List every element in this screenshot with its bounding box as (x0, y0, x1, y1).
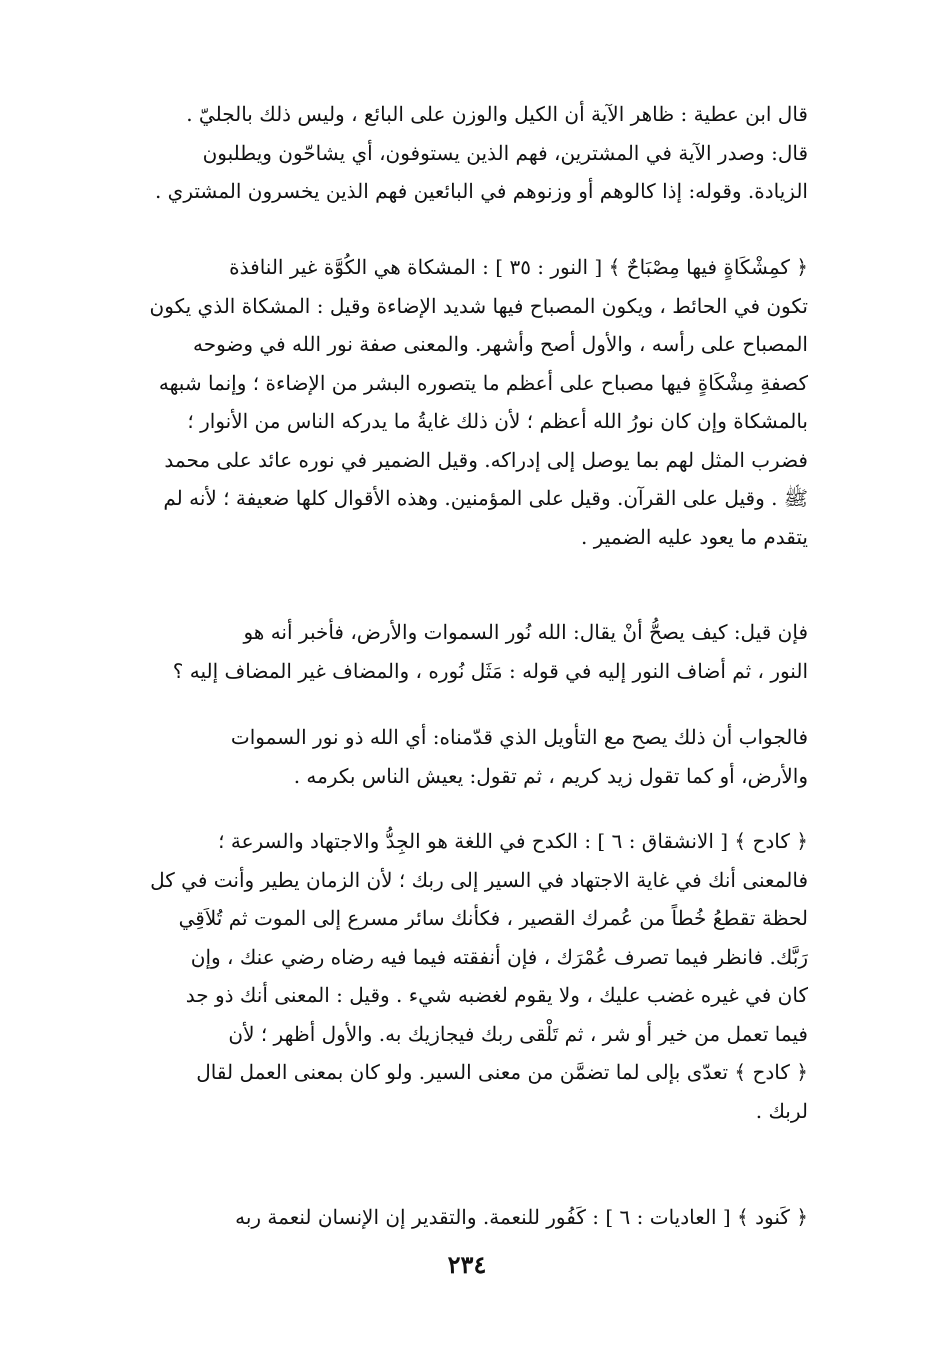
paragraph-text (122, 1198, 808, 1237)
text-line: فضرب المثل لهم بما يوصل إلى إدراكه. وقيل الضمير في نوره عائد على محمد (164, 447, 808, 472)
paragraph-question (122, 613, 808, 690)
text-line: فالمعنى أنك في غاية الاجتهاد في السير إلى ربك ؛ لأن الزمان يطير وأنت في كل (150, 867, 808, 892)
paragraph-text (122, 718, 808, 795)
text-line: قال ابن عطية : ظاهر الآية أن الكيل والوزن على البائع ، وليس ذلك بالجليّ . (186, 102, 808, 126)
paragraph-kadih (122, 822, 808, 1130)
paragraph-kanud (122, 1198, 808, 1237)
text-line: كان في غيره غضب عليك ، ولا يقوم لغضبه شيء . وقيل : المعنى أنك ذو جد (185, 983, 808, 1007)
text-line: ﴿ كمِشْكَاةٍ فيها مِصْبَاحٌ ﴾ [ النور : ٣٥ ] : المشكاة هي الكُوَّة غير النافذة (229, 255, 808, 279)
paragraph-text (122, 822, 808, 1130)
paragraph-answer (122, 718, 808, 795)
text-line: ﷺ . وقيل على القرآن. وقيل على المؤمنين. وهذه الأقوال كلها ضعيفة ؛ لأنه لم (163, 486, 808, 510)
text-line: والأرض، أو كما تقول زيد كريم ، ثم تقول: يعيش الناس بكرمه . (293, 763, 808, 788)
text-line: الزيادة. وقوله: إذا كالوهم أو وزنوهم في البائعين فهم الذين يخسرون المشتري . (154, 179, 808, 203)
paragraph-text (122, 95, 808, 211)
text-line: النور ، ثم أضاف النور إليه في قوله : مَثَل نُوره ، والمضاف غير المضاف إليه ؟ (172, 658, 808, 683)
text-line: بالمشكاة وإن كان نورُ الله أعظم ؛ لأن ذلك غايةُ ما يدركه الناس من الأنوار ؛ (187, 409, 808, 433)
text-line: تكون في الحائط ، ويكون المصباح فيها شديد الإضاءة وقيل : المشكاة الذي يكون (149, 293, 808, 318)
text-line: فيما تعمل من خير أو شر ، ثم تَلْقى ربك فيجازيك به. والأول أظهر ؛ لأن (228, 1021, 808, 1046)
text-line: يتقدم ما يعود عليه الضمير . (581, 524, 808, 549)
paragraph-text (122, 613, 808, 690)
text-line: كصفةِ مِشْكَاةٍ فيها مصباح على أعظم ما يتصوره البشر من الإضاءة ؛ وإنما شبهه (158, 370, 808, 395)
text-line: فإن قيل: كيف يصحُّ أنْ يقال: الله نُور السموات والأرض، فأخبر أنه هو (243, 620, 808, 644)
text-line: لربك . (755, 1098, 808, 1123)
text-line: ﴿ كادح ﴾ [ الانشقاق : ٦ ] : الكدح في اللغة هو الجِدُّ والاجتهاد والسرعة ؛ (218, 829, 808, 853)
page-number: ٢٣٤ (447, 1250, 487, 1279)
text-line: المصباح على رأسه ، والأول أصح وأشهر. والمعنى صفة نور الله في وضوحه (193, 332, 808, 356)
text-line: لحظة تقطعُ خُطاً من عُمرك القصير ، فكأنك سائر مسرع إلى الموت ثم تُلاَقِي (178, 906, 808, 930)
text-line: ﴿ كادح ﴾ تعدّى بإلى لما تضمَّن من معنى السير. ولو كان بمعنى العمل لقال (196, 1060, 808, 1084)
text-line: ﴿ كَنود ﴾ [ العاديات : ٦ ] : كَفُور للنعمة. والتقدير إن الإنسان لنعمة ربه (235, 1205, 808, 1229)
text-line: فالجواب أن ذلك يصح مع التأويل الذي قدّمناه: أي الله ذو نور السموات (230, 725, 808, 749)
paragraph-ibn-atiyya (122, 95, 808, 211)
paragraph-mishkat (122, 248, 808, 556)
text-line: رَبَّك. فانظر فيما تصرف عُمْرَك ، فإن أنفقته فيما فيه رضاه رضي عنك ، وإن (190, 944, 808, 969)
text-line: قال: وصدر الآية في المشترين، فهم الذين يستوفون، أي يشاحّون ويطلبون (202, 140, 808, 165)
paragraph-text (122, 248, 808, 556)
